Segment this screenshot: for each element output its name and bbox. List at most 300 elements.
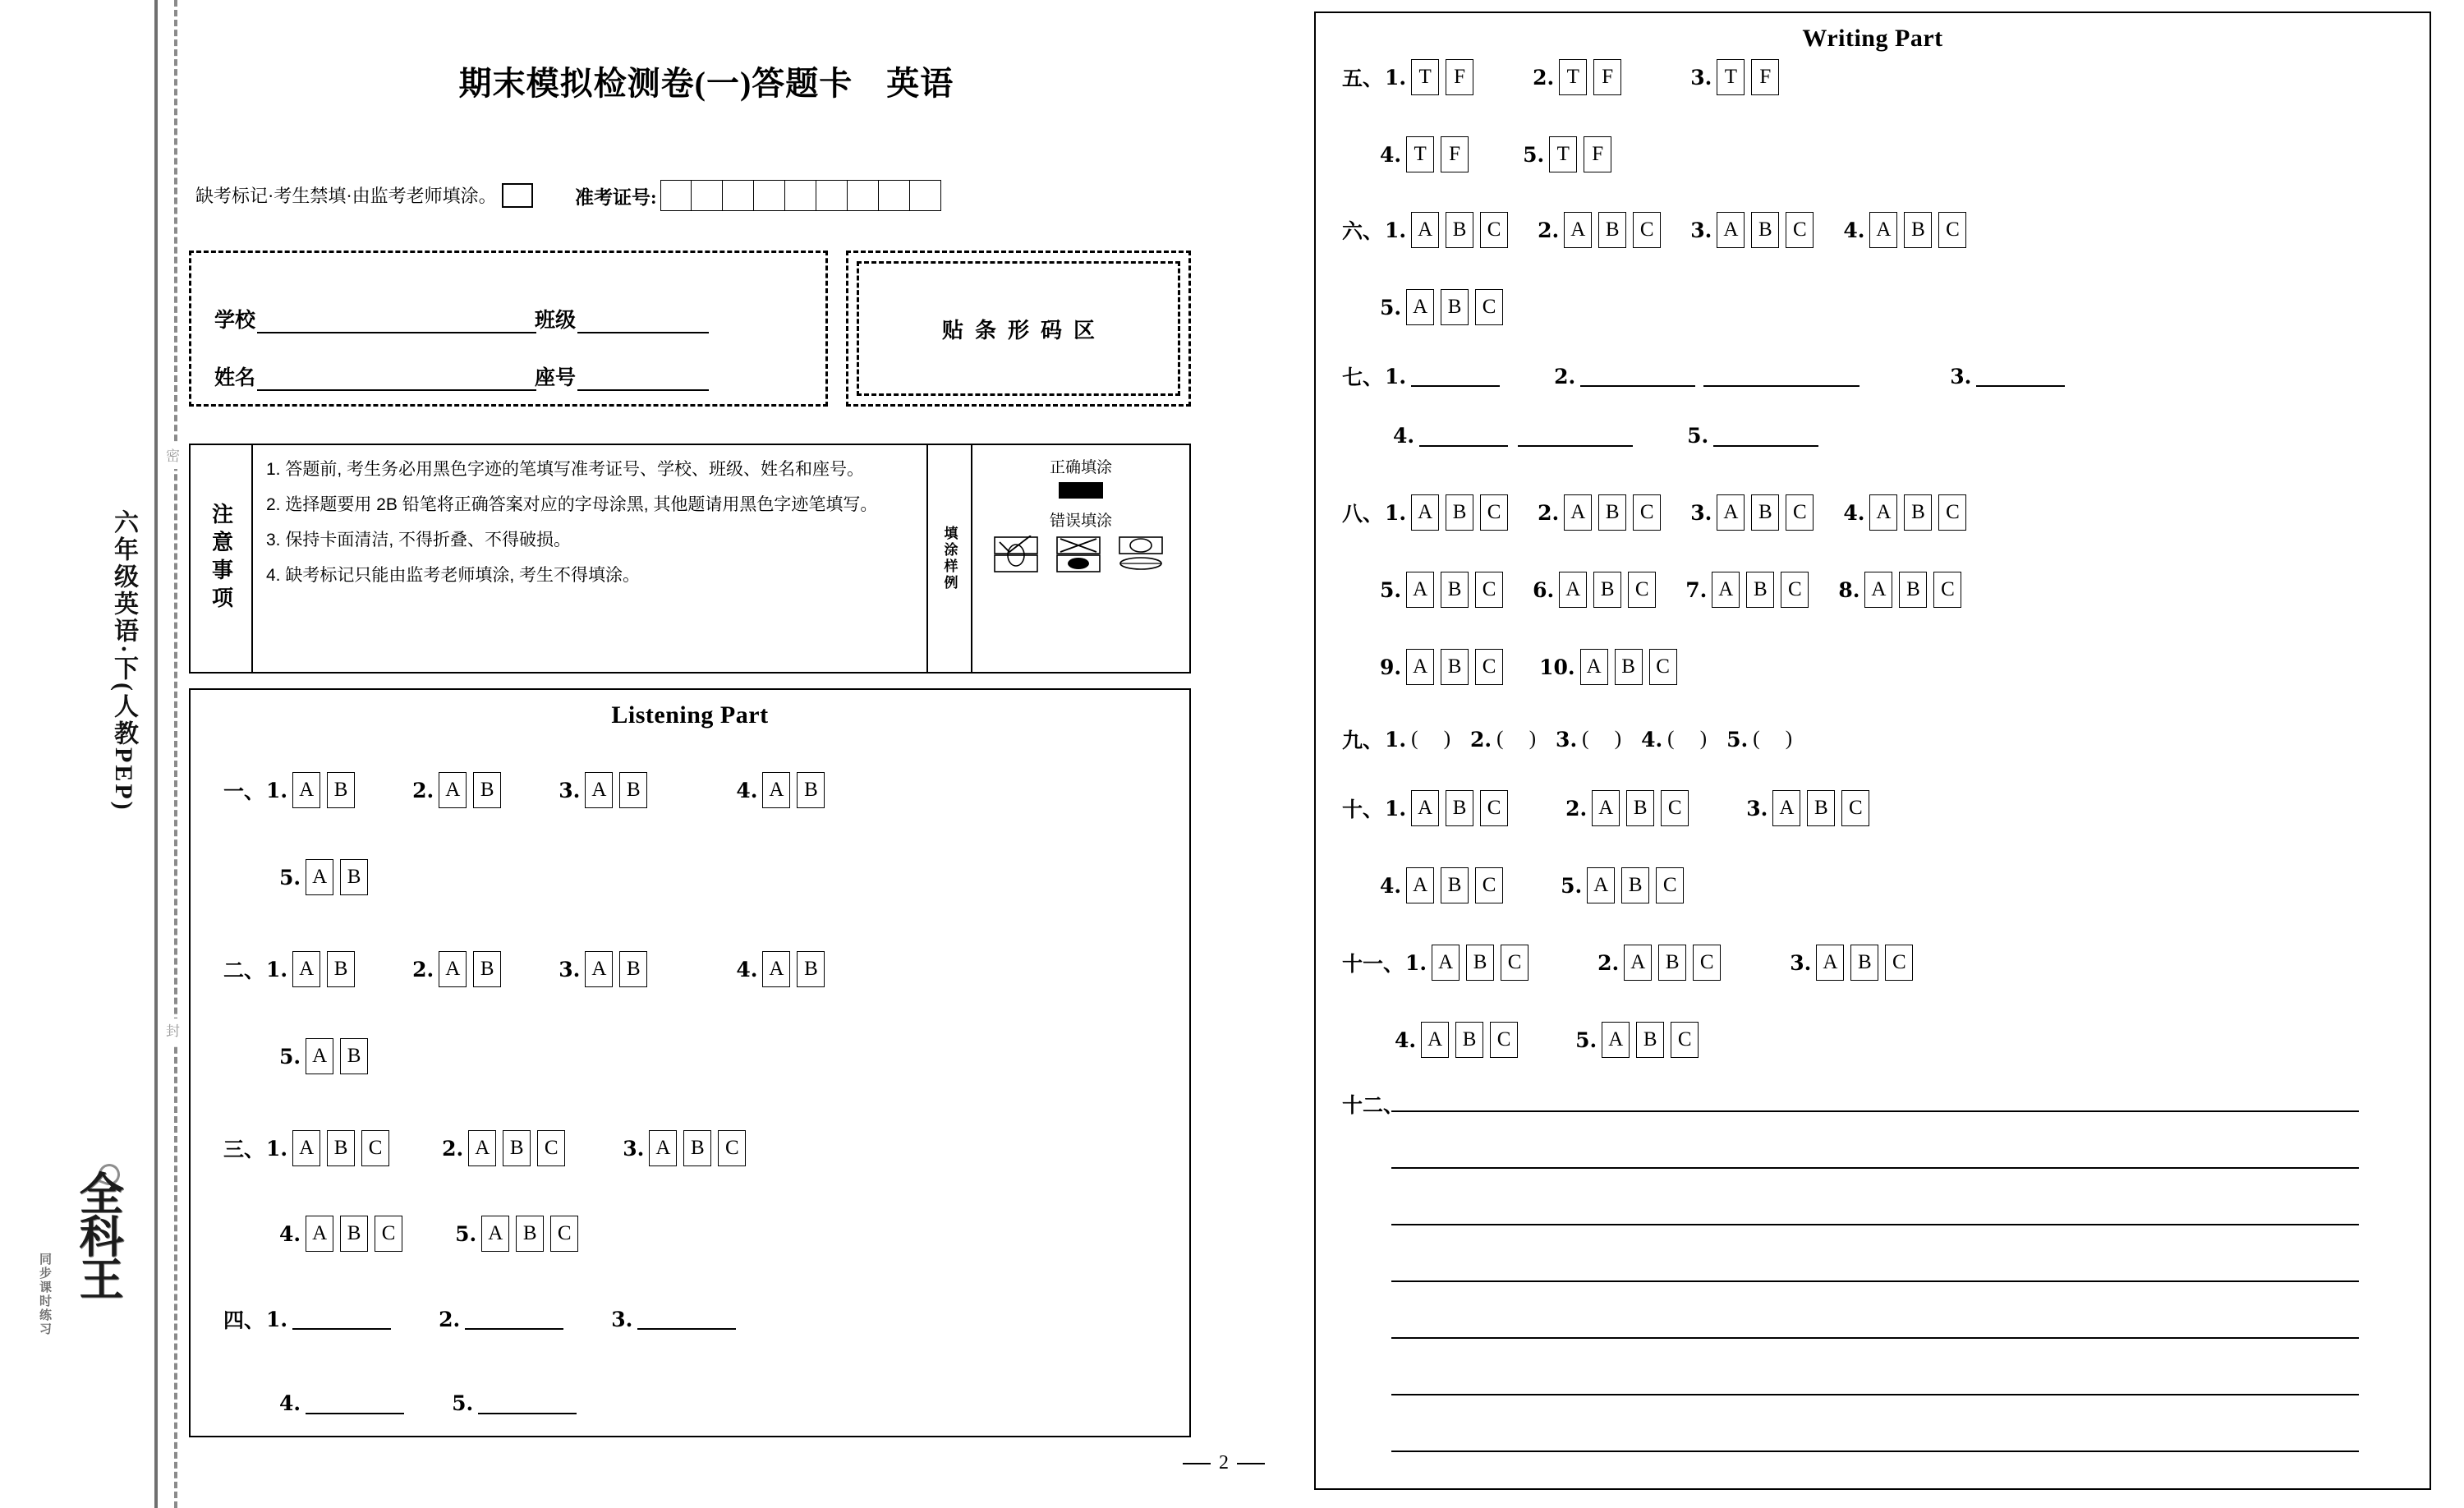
answer-bubble-b[interactable]: B: [797, 951, 825, 987]
footer-dash-left: [1183, 1463, 1211, 1464]
question-number: 1.: [266, 1136, 288, 1161]
paren-item: [1556, 728, 1621, 752]
exam-number-grid[interactable]: [660, 180, 941, 211]
answer-bubble-c[interactable]: C: [1671, 1022, 1699, 1058]
answer-bubble-b[interactable]: B: [1751, 212, 1779, 248]
blank-item: [439, 1308, 563, 1331]
class-label: 班级: [535, 310, 577, 332]
question-number: 4.: [1641, 727, 1663, 752]
answer-bubble-c[interactable]: C: [1841, 790, 1869, 826]
answer-bubble-b[interactable]: B: [1807, 790, 1835, 826]
instructions-list: [253, 445, 928, 672]
essay-writing-line[interactable]: [1391, 1337, 2359, 1339]
answer-bubble-a[interactable]: A: [1869, 212, 1897, 248]
left-column: [189, 0, 1224, 1508]
answer-bubble-a[interactable]: A: [1717, 212, 1745, 248]
essay-writing-line[interactable]: [1391, 1110, 2359, 1112]
question-number: 3.: [1690, 218, 1712, 242]
answer-bubble-f[interactable]: F: [1441, 136, 1469, 172]
barcode-label: 贴条形码区: [857, 261, 1180, 396]
answer-bubble-c[interactable]: C: [1633, 212, 1661, 248]
exam-number-label: 准考证号:: [575, 186, 657, 208]
answer-bubble-c[interactable]: C: [1781, 572, 1809, 608]
answer-bubble-a[interactable]: A: [292, 951, 320, 987]
question-number: 2.: [1533, 65, 1555, 90]
question-item: [736, 772, 831, 808]
page-title: 期末模拟检测卷(一)答题卡 英语: [458, 65, 954, 102]
question-number: 5.: [452, 1391, 474, 1415]
question-item: [1395, 1022, 1524, 1058]
question-number: 1.: [266, 778, 288, 802]
answer-blank[interactable]: [465, 1308, 563, 1330]
question-item: [1843, 212, 1973, 248]
answer-bubble-c[interactable]: C: [1656, 867, 1684, 903]
school-field[interactable]: [214, 304, 536, 333]
exam-number-cell[interactable]: [910, 180, 941, 211]
exam-number-cell[interactable]: [785, 180, 816, 211]
answer-bubble-b[interactable]: B: [1615, 649, 1643, 685]
answer-bubble-c[interactable]: C: [1885, 945, 1913, 981]
answer-bubble-b[interactable]: B: [503, 1130, 531, 1166]
answer-bubble-b[interactable]: B: [327, 1130, 355, 1166]
publisher-logo: [13, 1170, 136, 1499]
question-item: [223, 951, 361, 987]
answer-bubble-c[interactable]: C: [361, 1130, 389, 1166]
answer-bubble-c[interactable]: C: [1933, 572, 1961, 608]
name-label: 姓名: [214, 367, 256, 389]
answer-bubble-a[interactable]: A: [1564, 494, 1592, 531]
correct-fill-caption: 正确填涂: [1049, 459, 1112, 476]
answer-bubble-a[interactable]: A: [1411, 790, 1439, 826]
answer-bubble-c[interactable]: C: [1649, 649, 1677, 685]
answer-bubble-c[interactable]: C: [1938, 212, 1966, 248]
question-item: [1690, 212, 1820, 248]
question-item: [1380, 289, 1510, 325]
question-number: 5.: [1380, 577, 1402, 602]
answer-bubble-c[interactable]: C: [550, 1216, 578, 1252]
answer-bubble-c[interactable]: C: [1628, 572, 1656, 608]
question-item: [1790, 945, 1919, 981]
question-number: 4.: [736, 778, 758, 802]
question-row: [1393, 424, 1818, 448]
answer-bubble-c[interactable]: C: [718, 1130, 746, 1166]
answer-bubble-b[interactable]: B: [473, 772, 501, 808]
exam-number-cell[interactable]: [848, 180, 879, 211]
answer-blank[interactable]: [1703, 366, 1859, 387]
footer-dash-right: [1237, 1463, 1265, 1464]
section-label: 十二、: [1342, 1095, 1404, 1117]
answer-parenthesis[interactable]: ( ): [1667, 728, 1708, 750]
wrong-cross-icon: [1055, 536, 1106, 573]
answer-bubble-a[interactable]: A: [1602, 1022, 1630, 1058]
question-item: [1838, 572, 1968, 608]
answer-bubble-t[interactable]: T: [1411, 59, 1439, 95]
question-row: [1380, 867, 1690, 903]
answer-bubble-b[interactable]: B: [683, 1130, 711, 1166]
question-item: [279, 859, 375, 895]
correct-fill-mark-icon: [1059, 482, 1103, 499]
question-number: 7.: [1685, 577, 1708, 602]
answer-bubble-a[interactable]: A: [306, 1038, 333, 1074]
answer-bubble-c[interactable]: C: [1475, 289, 1503, 325]
answer-bubble-b[interactable]: B: [1466, 945, 1494, 981]
question-number: 2.: [412, 778, 434, 802]
answer-blank[interactable]: [1411, 366, 1500, 387]
question-row: [1380, 289, 1510, 325]
answer-bubble-c[interactable]: C: [1786, 212, 1814, 248]
section-label: 二、: [223, 960, 265, 982]
exam-number-cell[interactable]: [723, 180, 754, 211]
answer-bubble-b[interactable]: B: [327, 772, 355, 808]
exam-number-cell[interactable]: [879, 180, 910, 211]
question-number: 2.: [1597, 950, 1620, 975]
answer-bubble-a[interactable]: A: [439, 951, 467, 987]
answer-bubble-c[interactable]: C: [537, 1130, 565, 1166]
answer-bubble-a[interactable]: A: [1421, 1022, 1449, 1058]
question-row: [223, 772, 831, 808]
name-field[interactable]: [214, 361, 536, 391]
answer-bubble-b[interactable]: B: [797, 772, 825, 808]
student-info-box: [189, 251, 828, 407]
answer-bubble-t[interactable]: T: [1717, 59, 1745, 95]
answer-bubble-a[interactable]: A: [1869, 494, 1897, 531]
question-item: [223, 1130, 396, 1166]
answer-bubble-a[interactable]: A: [1587, 867, 1615, 903]
answer-bubble-a[interactable]: A: [1406, 289, 1434, 325]
answer-blank[interactable]: [1518, 425, 1633, 447]
answer-bubble-b[interactable]: B: [1441, 649, 1469, 685]
question-number: 3.: [1950, 364, 1972, 388]
answer-bubble-c[interactable]: C: [1475, 649, 1503, 685]
answer-bubble-b[interactable]: B: [1441, 867, 1469, 903]
essay-writing-line[interactable]: [1391, 1167, 2359, 1169]
answer-bubble-b[interactable]: B: [1746, 572, 1774, 608]
question-number: 4.: [1393, 424, 1415, 448]
answer-bubble-a[interactable]: A: [1816, 945, 1844, 981]
question-row: [223, 1304, 736, 1334]
answer-bubble-c[interactable]: C: [1786, 494, 1814, 531]
question-item: [1597, 945, 1727, 981]
question-item: [279, 1038, 375, 1074]
answer-bubble-a[interactable]: A: [1624, 945, 1652, 981]
answer-bubble-b[interactable]: B: [619, 772, 647, 808]
essay-section-label-row: [1342, 1089, 1405, 1119]
answer-bubble-a[interactable]: A: [649, 1130, 677, 1166]
answer-bubble-t[interactable]: T: [1406, 136, 1434, 172]
question-number: 2.: [1538, 500, 1560, 525]
answer-bubble-a[interactable]: A: [1559, 572, 1587, 608]
answer-blank[interactable]: [1580, 366, 1695, 387]
question-item: [1533, 59, 1628, 95]
answer-parenthesis[interactable]: ( ): [1496, 728, 1537, 750]
answer-bubble-b[interactable]: B: [1899, 572, 1927, 608]
question-number: 3.: [1690, 65, 1712, 90]
question-row: [1342, 212, 1973, 248]
listening-panel: [189, 688, 1191, 1437]
answer-bubble-a[interactable]: A: [1712, 572, 1740, 608]
answer-bubble-b[interactable]: B: [619, 951, 647, 987]
question-number: 3.: [559, 778, 581, 802]
section-label: 八、: [1342, 503, 1384, 526]
margin-dashed-cut-line: [174, 0, 177, 1508]
answer-bubble-a[interactable]: A: [1864, 572, 1892, 608]
paren-item: [1470, 728, 1536, 752]
question-item: [1380, 136, 1475, 172]
writing-part-title: Writing Part: [1802, 25, 1943, 52]
answer-blank[interactable]: [292, 1308, 391, 1330]
answer-bubble-b[interactable]: B: [1441, 572, 1469, 608]
question-number: 4.: [279, 1391, 301, 1415]
answer-blank[interactable]: [1713, 425, 1818, 447]
answer-bubble-b[interactable]: B: [1904, 494, 1932, 531]
instruction-item: 2. 选择题要用 2B 铅笔将正确答案对应的字母涂黑, 其他题请用黑色字迹笔填写。: [266, 495, 878, 515]
question-number: 4.: [279, 1221, 301, 1246]
answer-bubble-c[interactable]: C: [1693, 945, 1721, 981]
question-row: [223, 1130, 752, 1166]
page-footer: [1183, 1452, 1265, 1474]
question-number: 5.: [1380, 295, 1402, 320]
answer-bubble-b[interactable]: B: [1626, 790, 1654, 826]
blank-item: [611, 1308, 736, 1331]
exam-number-cell[interactable]: [816, 180, 848, 211]
exam-number-cell[interactable]: [692, 180, 723, 211]
answer-bubble-a[interactable]: A: [762, 772, 790, 808]
blank-item: [1554, 365, 1859, 388]
seal-mark-top: 密: [161, 444, 182, 469]
answer-bubble-a[interactable]: A: [481, 1216, 509, 1252]
question-item: [223, 772, 361, 808]
question-item: [1380, 867, 1510, 903]
question-item: [1746, 790, 1876, 826]
question-item: [623, 1130, 752, 1166]
instructions-box: [189, 444, 1191, 674]
class-field[interactable]: [535, 304, 709, 333]
answer-blank[interactable]: [1976, 366, 2065, 387]
question-item: [1538, 494, 1667, 531]
answer-bubble-b[interactable]: B: [327, 951, 355, 987]
school-label: 学校: [214, 310, 256, 332]
question-row: [1380, 649, 1684, 685]
page-number: 2: [1219, 1452, 1229, 1474]
question-row: [1342, 945, 1919, 981]
answer-bubble-a[interactable]: A: [306, 1216, 333, 1252]
question-row: [1380, 136, 1618, 172]
question-row: [1395, 1022, 1705, 1058]
question-number: 6.: [1533, 577, 1555, 602]
question-number: 2.: [1538, 218, 1560, 242]
question-item: [559, 951, 654, 987]
answer-bubble-a[interactable]: A: [1592, 790, 1620, 826]
answer-bubble-a[interactable]: A: [439, 772, 467, 808]
question-row: [1342, 59, 1786, 95]
answer-parenthesis[interactable]: ( ): [1753, 728, 1793, 750]
answer-bubble-a[interactable]: A: [1406, 649, 1434, 685]
answer-bubble-c[interactable]: C: [1480, 212, 1508, 248]
question-number: 1.: [266, 957, 288, 982]
question-row: [1342, 361, 2065, 391]
question-number: 5.: [1523, 142, 1545, 167]
exam-number-cell[interactable]: [754, 180, 785, 211]
answer-bubble-b[interactable]: B: [340, 1038, 368, 1074]
question-item: [412, 951, 508, 987]
answer-bubble-b[interactable]: B: [1751, 494, 1779, 531]
question-item: [1690, 59, 1786, 95]
name-input-rule[interactable]: [257, 370, 536, 391]
essay-writing-line[interactable]: [1391, 1224, 2359, 1225]
answer-bubble-c[interactable]: C: [1490, 1022, 1518, 1058]
answer-bubble-a[interactable]: A: [292, 1130, 320, 1166]
answer-bubble-c[interactable]: C: [1501, 945, 1529, 981]
question-number: 1.: [1405, 950, 1427, 975]
question-item: [1539, 649, 1684, 685]
instruction-item: 4. 缺考标记只能由监考老师填涂, 考生不得填涂。: [266, 566, 641, 586]
left-margin-rail: [0, 0, 179, 1508]
answer-bubble-a[interactable]: A: [1564, 212, 1592, 248]
barcode-area: [846, 251, 1191, 407]
answer-bubble-b[interactable]: B: [1621, 867, 1649, 903]
fill-sample-title: [928, 445, 972, 672]
answer-bubble-b[interactable]: B: [1598, 212, 1626, 248]
question-number: 5.: [279, 865, 301, 890]
essay-writing-line[interactable]: [1391, 1280, 2359, 1282]
question-row: [1342, 724, 1792, 754]
section-label: 十一、: [1342, 954, 1404, 976]
answer-bubble-b[interactable]: B: [340, 1216, 368, 1252]
question-item: [455, 1216, 585, 1252]
answer-bubble-a[interactable]: A: [1580, 649, 1608, 685]
answer-blank[interactable]: [637, 1308, 736, 1330]
answer-bubble-a[interactable]: A: [468, 1130, 496, 1166]
question-number: 3.: [611, 1307, 633, 1331]
question-row: [223, 951, 831, 987]
answer-bubble-c[interactable]: C: [1475, 867, 1503, 903]
answer-bubble-a[interactable]: A: [585, 951, 613, 987]
answer-bubble-a[interactable]: A: [292, 772, 320, 808]
question-number: 2.: [439, 1307, 461, 1331]
question-item: [1538, 212, 1667, 248]
question-row: [1342, 790, 1876, 826]
blank-item: [1342, 361, 1500, 391]
answer-bubble-f[interactable]: F: [1446, 59, 1473, 95]
section-label: 三、: [223, 1139, 265, 1161]
question-number: 4.: [736, 957, 758, 982]
essay-writing-line[interactable]: [1391, 1394, 2359, 1395]
answer-bubble-b[interactable]: B: [1598, 494, 1626, 531]
question-item: [412, 772, 508, 808]
essay-writing-line[interactable]: [1391, 1451, 2359, 1452]
answer-bubble-f[interactable]: F: [1584, 136, 1611, 172]
question-number: 9.: [1380, 655, 1402, 679]
answer-bubble-a[interactable]: A: [1717, 494, 1745, 531]
answer-bubble-a[interactable]: A: [1406, 572, 1434, 608]
answer-bubble-b[interactable]: B: [473, 951, 501, 987]
answer-bubble-f[interactable]: F: [1593, 59, 1621, 95]
answer-blank[interactable]: [478, 1393, 577, 1414]
answer-bubble-c[interactable]: C: [375, 1216, 402, 1252]
answer-bubble-b[interactable]: B: [1658, 945, 1686, 981]
instruction-item: 1. 答题前, 考生务必用黑色字迹的笔填写准考证号、学校、班级、姓名和座号。: [266, 460, 865, 479]
question-row: [279, 859, 375, 895]
question-item: [1685, 572, 1815, 608]
answer-bubble-c[interactable]: C: [1480, 790, 1508, 826]
question-item: [1690, 494, 1820, 531]
answer-bubble-b[interactable]: B: [516, 1216, 544, 1252]
question-number: 1.: [1385, 65, 1407, 90]
answer-bubble-a[interactable]: A: [1411, 212, 1439, 248]
answer-blank[interactable]: [306, 1393, 404, 1414]
answer-bubble-c[interactable]: C: [1633, 494, 1661, 531]
blank-item: [1393, 424, 1633, 448]
wrong-circle-icon: [1118, 536, 1169, 573]
question-number: 5.: [1726, 727, 1749, 752]
answer-bubble-a[interactable]: A: [1411, 494, 1439, 531]
answer-bubble-b[interactable]: B: [1441, 289, 1469, 325]
answer-bubble-c[interactable]: C: [1480, 494, 1508, 531]
answer-bubble-f[interactable]: F: [1751, 59, 1779, 95]
absence-mark-bubble[interactable]: [502, 183, 533, 208]
question-row: [1380, 572, 1968, 608]
answer-bubble-a[interactable]: A: [1432, 945, 1460, 981]
paren-item: [1641, 728, 1707, 752]
answer-bubble-t[interactable]: T: [1549, 136, 1577, 172]
question-number: 3.: [1690, 500, 1712, 525]
class-input-rule[interactable]: [577, 312, 709, 333]
answer-parenthesis[interactable]: ( ): [1411, 728, 1451, 750]
question-row: [279, 1391, 577, 1415]
answer-bubble-b[interactable]: B: [1636, 1022, 1664, 1058]
answer-blank[interactable]: [1419, 425, 1508, 447]
answer-bubble-b[interactable]: B: [1455, 1022, 1483, 1058]
answer-bubble-t[interactable]: T: [1559, 59, 1587, 95]
question-number: 10.: [1539, 655, 1575, 679]
question-number: 1.: [1385, 500, 1407, 525]
answer-bubble-c[interactable]: C: [1475, 572, 1503, 608]
question-number: 4.: [1843, 218, 1865, 242]
question-number: 3.: [1556, 727, 1578, 752]
answer-parenthesis[interactable]: ( ): [1582, 728, 1622, 750]
seat-input-rule[interactable]: [577, 370, 709, 391]
question-number: 5.: [1561, 873, 1583, 898]
answer-bubble-b[interactable]: B: [1593, 572, 1621, 608]
wrong-fill-icons: [972, 536, 1189, 573]
seat-field[interactable]: [535, 361, 709, 391]
answer-bubble-a[interactable]: A: [762, 951, 790, 987]
fill-sample-body: [972, 445, 1189, 672]
school-input-rule[interactable]: [257, 312, 536, 333]
absence-mark-label: 缺考标记·考生禁填·由监考老师填涂。: [195, 186, 497, 206]
absence-mark-row: [195, 182, 533, 208]
question-item: [1565, 790, 1695, 826]
answer-bubble-a[interactable]: A: [585, 772, 613, 808]
answer-bubble-b[interactable]: B: [340, 859, 368, 895]
answer-bubble-b[interactable]: B: [1446, 212, 1473, 248]
answer-bubble-a[interactable]: A: [1406, 867, 1434, 903]
answer-bubble-c[interactable]: C: [1661, 790, 1689, 826]
seat-label: 座号: [535, 367, 577, 389]
answer-bubble-b[interactable]: B: [1904, 212, 1932, 248]
answer-bubble-a[interactable]: A: [1772, 790, 1800, 826]
question-item: [1523, 136, 1618, 172]
section-label: 六、: [1342, 221, 1384, 243]
answer-bubble-b[interactable]: B: [1446, 494, 1473, 531]
answer-bubble-a[interactable]: A: [306, 859, 333, 895]
question-item: [1561, 867, 1690, 903]
exam-number-row: [575, 180, 941, 211]
answer-bubble-b[interactable]: B: [1446, 790, 1473, 826]
answer-bubble-b[interactable]: B: [1850, 945, 1878, 981]
exam-number-cell[interactable]: [660, 180, 692, 211]
answer-bubble-c[interactable]: C: [1938, 494, 1966, 531]
